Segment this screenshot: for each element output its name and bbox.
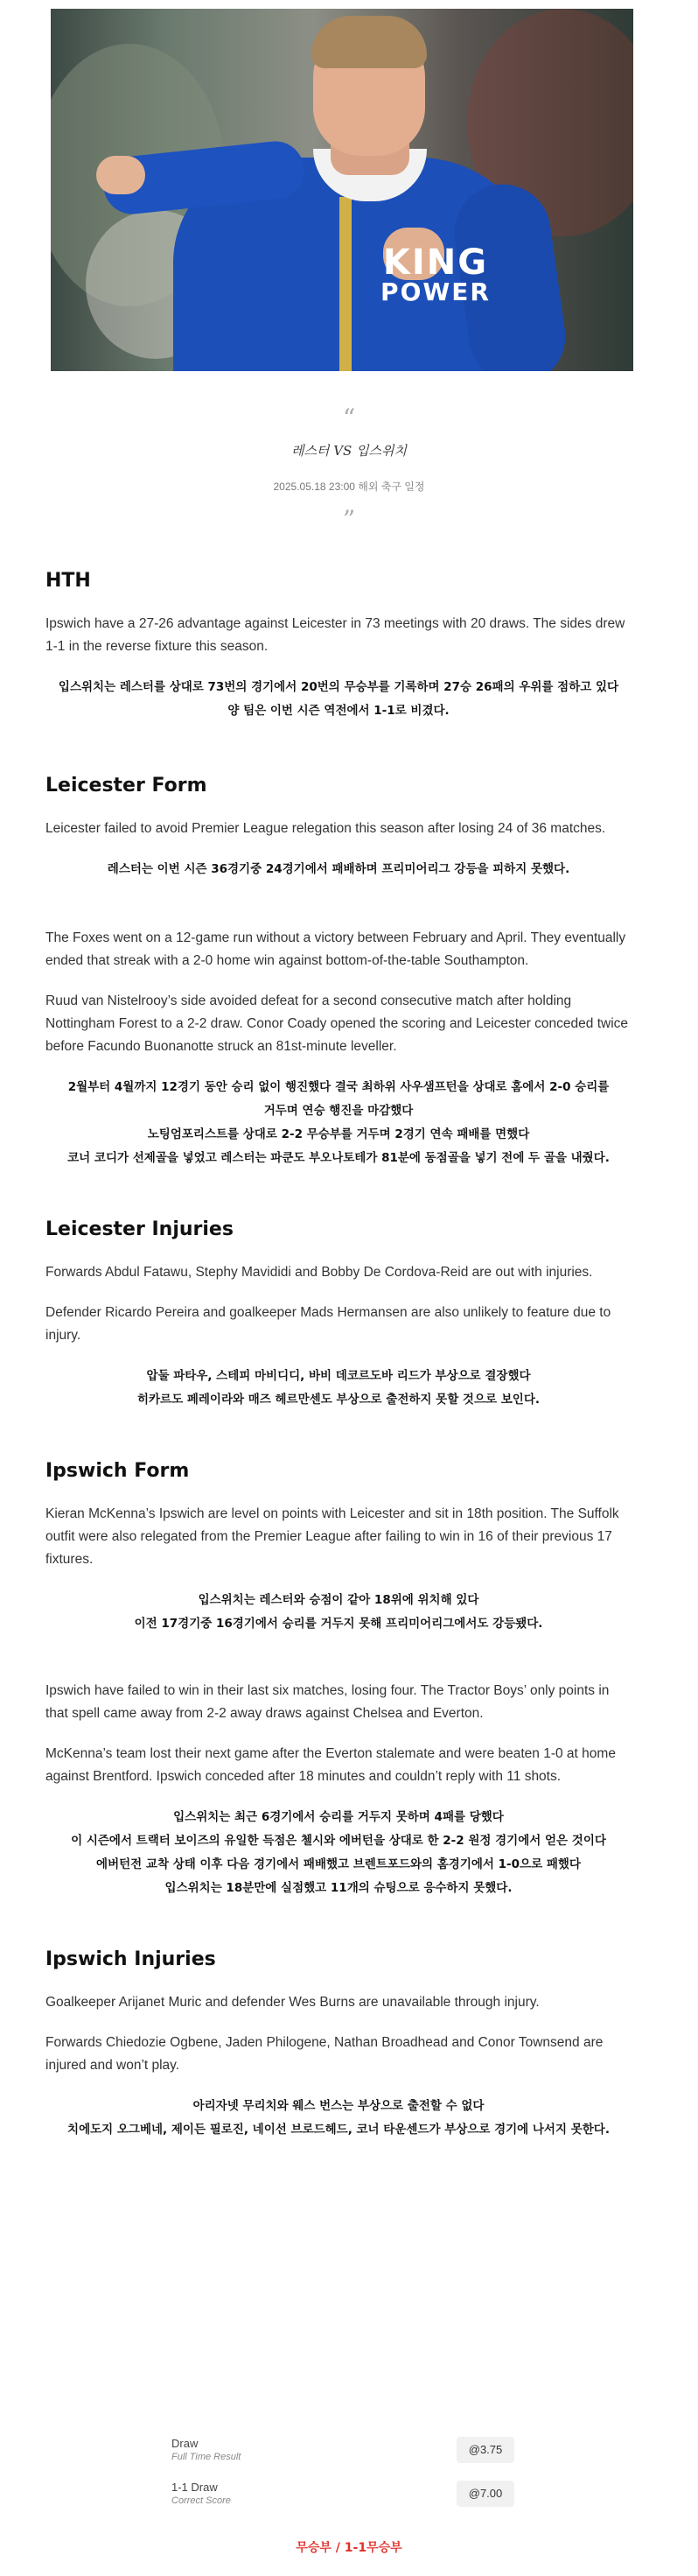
leicester-form-paragraph-2: The Foxes went on a 12-game run without a victory between February and April. They eventually ended that streak with a 2-0 home win against bottom-of-the-table Southampton. bbox=[45, 930, 626, 968]
section-heading-hth: HTH bbox=[45, 570, 91, 592]
hth-korean-summary: 입스위치는 레스터를 상대로 73번의 경기에서 20번의 무승부를 기록하며 27승 26패의 우위를 점하고 있다 양 팀은 이번 시즌 역전에서 1-1로 비겼다. bbox=[58, 680, 619, 718]
close-quote-icon: ” bbox=[342, 505, 356, 534]
prediction-verdict: 무승부 / 1-1무승부 bbox=[296, 2541, 402, 2555]
ipswich-form-paragraph-3: McKenna’s team lost their next game after the Everton stalemate and were beaten 1-0 at home against Brentford. Ipswich conceded after 18 minutes and couldn’t reply with 11 shots. bbox=[45, 1746, 616, 1784]
section-heading-ipswich-form: Ipswich Form bbox=[45, 1460, 190, 1482]
odds-market-label: Draw bbox=[171, 2437, 199, 2450]
odds-row[interactable] bbox=[164, 2474, 521, 2514]
leicester-form-paragraph-1: Leicester failed to avoid Premier League relegation this season after losing 24 of 36 matches. bbox=[45, 821, 606, 836]
odds-price-button[interactable]: @3.75 bbox=[457, 2437, 514, 2463]
leicester-form-korean-summary-2: 2월부터 4월까지 12경기 동안 승리 없이 행진했다 결국 최하위 사우샘프턴을 상대로 홈에서 2-0 승리를 거두며 연승 행진을 마감했다 노팅엄포리스트를 상대로 2-2 무승부를 거두며 2경기 연속 패배를 면했다 코너 코디가 선제골을 넣었고 레스터는 파쿤도 부오나토테가 81분에 동점골을 넣기 전에 두 골을 내줬다. bbox=[67, 1080, 610, 1165]
article-header bbox=[0, 404, 698, 534]
ipswich-injuries-paragraph-1: Goalkeeper Arijanet Muric and defender Wes Burns are unavailable through injury. bbox=[45, 1995, 540, 2010]
section-heading-leicester-form: Leicester Form bbox=[45, 775, 207, 797]
match-date: 2025.05.18 23:00 해외 축구 일정 bbox=[273, 481, 425, 493]
odds-market-type: Correct Score bbox=[171, 2495, 231, 2506]
leicester-form-korean-summary-1: 레스터는 이번 시즌 36경기중 24경기에서 패배하며 프리미어리그 강등을 피하지 못했다. bbox=[107, 862, 570, 876]
ipswich-form-paragraph-1: Kieran McKenna’s Ipswich are level on points with Leicester and sit in 18th position. The Suffolk outfit were also relegated from the Premier League after failing to win in 16 of their previous 17 fixtures. bbox=[45, 1506, 619, 1567]
open-quote-icon: “ bbox=[342, 404, 356, 432]
odds-market-label: 1-1 Draw bbox=[171, 2481, 218, 2494]
ipswich-form-korean-summary-2: 입스위치는 최근 6경기에서 승리를 거두지 못하며 4패를 당했다 이 시즌에서 트랙터 보이즈의 유일한 득점은 첼시와 에버턴을 상대로 한 2-2 원정 경기에서 얻은 것이다 에버턴전 교착 상태 이후 다음 경기에서 패배했고 브렌트포드와의 홈경기에서 1-0으로 패했다 입스위치는 18분만에 실점했고 11개의 슈팅으로 응수하지 못했다. bbox=[71, 1810, 606, 1895]
ipswich-injuries-paragraph-2: Forwards Chiedozie Ogbene, Jaden Philogene, Nathan Broadhead and Conor Townsend are injured and won’t play. bbox=[45, 2035, 604, 2073]
odds-row[interactable] bbox=[164, 2430, 521, 2470]
odds-price-button[interactable]: @7.00 bbox=[457, 2481, 514, 2507]
section-heading-leicester-injuries: Leicester Injuries bbox=[45, 1218, 234, 1240]
leicester-injuries-paragraph-1: Forwards Abdul Fatawu, Stephy Mavididi and Bobby De Cordova-Reid are out with injuries. bbox=[45, 1265, 593, 1280]
betting-odds-card bbox=[164, 2430, 521, 2514]
hero-photo bbox=[51, 9, 633, 371]
leicester-form-paragraph-3: Ruud van Nistelrooy’s side avoided defeat for a second consecutive match after holding Nottingham Forest to a 2-2 draw. Conor Coady opened the scoring and Leicester conceded twice before Facundo Buonanotte struck an 81st-minute leveller. bbox=[45, 993, 629, 1054]
ipswich-form-korean-summary-1: 입스위치는 레스터와 승점이 같아 18위에 위치해 있다 이전 17경기중 16경기에서 승리를 거두지 못해 프리미어리그에서도 강등됐다. bbox=[134, 1593, 543, 1631]
leicester-injuries-korean-summary: 압둘 파타우, 스테피 마비디디, 바비 데코르도바 리드가 부상으로 결장했다 히카르도 페레이라와 매즈 헤르만센도 부상으로 출전하지 못할 것으로 보인다. bbox=[136, 1369, 541, 1407]
leicester-injuries-paragraph-2: Defender Ricardo Pereira and goalkeeper Mads Hermansen are also unlikely to feature due to injury. bbox=[45, 1305, 611, 1343]
match-title: 레스터 VS 입스위치 bbox=[290, 443, 408, 459]
section-heading-ipswich-injuries: Ipswich Injuries bbox=[45, 1948, 216, 1970]
hth-english-paragraph: Ipswich have a 27-26 advantage against Leicester in 73 meetings with 20 draws. The sides drew 1-1 in the reverse fixture this season. bbox=[45, 616, 625, 654]
kit-sponsor-logo: KING POWER bbox=[380, 242, 491, 306]
ipswich-injuries-korean-summary: 아리자넷 무리치와 웨스 번스는 부상으로 출전할 수 없다 치에도지 오그베네, 제이든 필로진, 네이선 브로드헤드, 코너 타운센드가 부상으로 경기에 나서지 못한다. bbox=[67, 2099, 610, 2137]
article-body bbox=[45, 569, 632, 2142]
ipswich-form-paragraph-2: Ipswich have failed to win in their last six matches, losing four. The Tractor Boys’ only points in that spell came away from 2-2 away draws against Chelsea and Everton. bbox=[45, 1683, 610, 1721]
odds-market-type: Full Time Result bbox=[171, 2452, 241, 2462]
